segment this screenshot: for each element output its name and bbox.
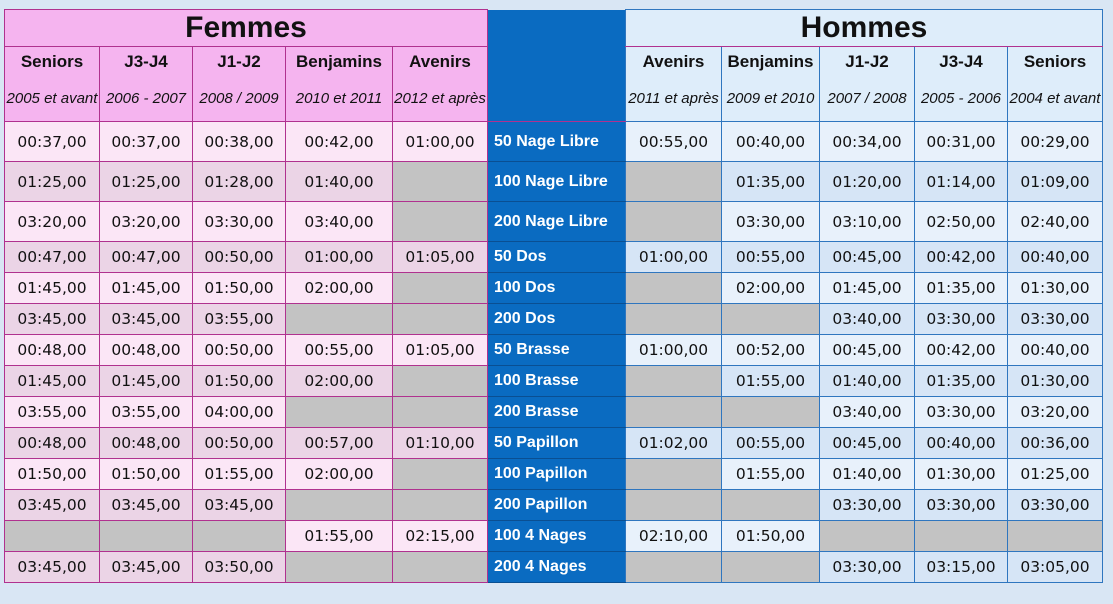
femmes-empty-cell: [393, 273, 488, 304]
hommes-time-cell: 00:29,00: [1008, 122, 1103, 162]
hommes-time-cell: 02:40,00: [1008, 202, 1103, 242]
hommes-time-cell: 00:31,00: [915, 122, 1008, 162]
hommes-years-seniors: 2004 et avant: [1008, 77, 1103, 122]
femmes-time-cell: 01:55,00: [286, 521, 393, 552]
femmes-time-cell: 03:20,00: [100, 202, 193, 242]
hommes-category-j3-j4: J3-J4: [915, 47, 1008, 78]
femmes-empty-cell: [393, 397, 488, 428]
hommes-time-cell: 00:55,00: [626, 122, 722, 162]
hommes-time-cell: 01:02,00: [626, 428, 722, 459]
hommes-years-avenirs: 2011 et après: [626, 77, 722, 122]
hommes-empty-cell: [722, 397, 820, 428]
hommes-time-cell: 01:00,00: [626, 335, 722, 366]
table-row: [5, 490, 1103, 521]
femmes-time-cell: 03:45,00: [193, 490, 286, 521]
hommes-time-cell: 01:09,00: [1008, 162, 1103, 202]
hommes-time-cell: 01:30,00: [915, 459, 1008, 490]
femmes-empty-cell: [393, 552, 488, 583]
hommes-time-cell: 00:45,00: [820, 242, 915, 273]
femmes-years-j3-j4: 2006 - 2007: [100, 77, 193, 122]
femmes-time-cell: 01:05,00: [393, 242, 488, 273]
table-row: [5, 122, 1103, 162]
femmes-time-cell: 03:40,00: [286, 202, 393, 242]
hommes-time-cell: 00:55,00: [722, 242, 820, 273]
hommes-time-cell: 03:40,00: [820, 304, 915, 335]
event-label: 100 Nage Libre: [488, 162, 626, 202]
femmes-time-cell: 01:05,00: [393, 335, 488, 366]
hommes-empty-cell: [626, 304, 722, 335]
femmes-category-benjamins: Benjamins: [286, 47, 393, 78]
hommes-time-cell: 03:10,00: [820, 202, 915, 242]
femmes-time-cell: 01:25,00: [100, 162, 193, 202]
femmes-time-cell: 01:00,00: [286, 242, 393, 273]
femmes-time-cell: 01:45,00: [5, 366, 100, 397]
femmes-time-cell: 03:45,00: [5, 552, 100, 583]
hommes-time-cell: 00:42,00: [915, 335, 1008, 366]
hommes-time-cell: 03:30,00: [915, 490, 1008, 521]
qualifying-times-table: [4, 9, 1103, 583]
hommes-time-cell: 01:45,00: [820, 273, 915, 304]
femmes-time-cell: 03:20,00: [5, 202, 100, 242]
event-label: 200 Papillon: [488, 490, 626, 521]
hommes-time-cell: 02:00,00: [722, 273, 820, 304]
hommes-time-cell: 03:30,00: [820, 490, 915, 521]
event-label: 100 4 Nages: [488, 521, 626, 552]
hommes-time-cell: 00:40,00: [915, 428, 1008, 459]
hommes-years-benjamins: 2009 et 2010: [722, 77, 820, 122]
hommes-time-cell: 03:30,00: [915, 397, 1008, 428]
femmes-time-cell: 02:00,00: [286, 366, 393, 397]
hommes-time-cell: 00:55,00: [722, 428, 820, 459]
femmes-empty-cell: [393, 304, 488, 335]
hommes-time-cell: 01:55,00: [722, 366, 820, 397]
hommes-category-seniors: Seniors: [1008, 47, 1103, 78]
femmes-time-cell: 00:48,00: [100, 335, 193, 366]
femmes-time-cell: 01:50,00: [5, 459, 100, 490]
event-label: 100 Brasse: [488, 366, 626, 397]
hommes-time-cell: 00:34,00: [820, 122, 915, 162]
femmes-years-seniors: 2005 et avant: [5, 77, 100, 122]
femmes-time-cell: 00:38,00: [193, 122, 286, 162]
hommes-time-cell: 01:40,00: [820, 366, 915, 397]
femmes-time-cell: 01:45,00: [100, 273, 193, 304]
hommes-time-cell: 01:20,00: [820, 162, 915, 202]
hommes-empty-cell: [915, 521, 1008, 552]
hommes-time-cell: 01:30,00: [1008, 366, 1103, 397]
hommes-category-benjamins: Benjamins: [722, 47, 820, 78]
femmes-time-cell: 01:00,00: [393, 122, 488, 162]
hommes-time-cell: 03:30,00: [820, 552, 915, 583]
femmes-time-cell: 02:00,00: [286, 273, 393, 304]
femmes-time-cell: 01:45,00: [100, 366, 193, 397]
femmes-years-avenirs: 2012 et après: [393, 77, 488, 122]
femmes-time-cell: 03:55,00: [193, 304, 286, 335]
femmes-time-cell: 01:45,00: [5, 273, 100, 304]
hommes-category-avenirs: Avenirs: [626, 47, 722, 78]
femmes-time-cell: 03:30,00: [193, 202, 286, 242]
femmes-time-cell: 03:55,00: [100, 397, 193, 428]
hommes-time-cell: 01:35,00: [915, 366, 1008, 397]
hommes-time-cell: 01:14,00: [915, 162, 1008, 202]
table-row: [5, 162, 1103, 202]
femmes-time-cell: 02:00,00: [286, 459, 393, 490]
femmes-time-cell: 00:47,00: [5, 242, 100, 273]
femmes-empty-cell: [286, 552, 393, 583]
hommes-empty-cell: [626, 490, 722, 521]
femmes-time-cell: 04:00,00: [193, 397, 286, 428]
hommes-time-cell: 01:00,00: [626, 242, 722, 273]
femmes-time-cell: 01:50,00: [100, 459, 193, 490]
femmes-category-avenirs: Avenirs: [393, 47, 488, 78]
hommes-time-cell: 01:35,00: [915, 273, 1008, 304]
event-label: 50 Nage Libre: [488, 122, 626, 162]
femmes-empty-cell: [286, 304, 393, 335]
hommes-empty-cell: [722, 304, 820, 335]
table-row: [5, 366, 1103, 397]
hommes-time-cell: 01:25,00: [1008, 459, 1103, 490]
femmes-empty-cell: [393, 202, 488, 242]
femmes-empty-cell: [286, 490, 393, 521]
femmes-category-j1-j2: J1-J2: [193, 47, 286, 78]
femmes-time-cell: 03:45,00: [100, 490, 193, 521]
femmes-empty-cell: [393, 366, 488, 397]
hommes-time-cell: 01:30,00: [1008, 273, 1103, 304]
hommes-time-cell: 03:05,00: [1008, 552, 1103, 583]
femmes-empty-cell: [393, 490, 488, 521]
femmes-time-cell: 00:48,00: [5, 335, 100, 366]
femmes-empty-cell: [393, 162, 488, 202]
hommes-time-cell: 00:42,00: [915, 242, 1008, 273]
femmes-time-cell: 00:42,00: [286, 122, 393, 162]
femmes-time-cell: 02:15,00: [393, 521, 488, 552]
femmes-empty-cell: [286, 397, 393, 428]
hommes-time-cell: 00:40,00: [1008, 335, 1103, 366]
femmes-time-cell: 00:50,00: [193, 335, 286, 366]
table-row: [5, 273, 1103, 304]
hommes-time-cell: 03:30,00: [1008, 490, 1103, 521]
femmes-time-cell: 00:47,00: [100, 242, 193, 273]
femmes-time-cell: 01:50,00: [193, 366, 286, 397]
event-label: 50 Dos: [488, 242, 626, 273]
table-row: [5, 521, 1103, 552]
hommes-empty-cell: [626, 397, 722, 428]
femmes-time-cell: 03:45,00: [5, 304, 100, 335]
table-row: [5, 202, 1103, 242]
femmes-empty-cell: [393, 459, 488, 490]
hommes-time-cell: 01:55,00: [722, 459, 820, 490]
hommes-time-cell: 00:40,00: [722, 122, 820, 162]
hommes-years-j1-j2: 2007 / 2008: [820, 77, 915, 122]
hommes-time-cell: 00:52,00: [722, 335, 820, 366]
femmes-time-cell: 03:50,00: [193, 552, 286, 583]
femmes-time-cell: 01:55,00: [193, 459, 286, 490]
femmes-time-cell: 01:28,00: [193, 162, 286, 202]
femmes-time-cell: 00:37,00: [5, 122, 100, 162]
femmes-time-cell: 01:50,00: [193, 273, 286, 304]
hommes-empty-cell: [626, 162, 722, 202]
femmes-empty-cell: [5, 521, 100, 552]
femmes-time-cell: 00:57,00: [286, 428, 393, 459]
hommes-time-cell: 00:40,00: [1008, 242, 1103, 273]
hommes-time-cell: 01:50,00: [722, 521, 820, 552]
hommes-empty-cell: [626, 273, 722, 304]
table-row: [5, 304, 1103, 335]
femmes-time-cell: 03:45,00: [5, 490, 100, 521]
femmes-years-j1-j2: 2008 / 2009: [193, 77, 286, 122]
times-table-container: [4, 9, 1103, 583]
hommes-time-cell: 01:35,00: [722, 162, 820, 202]
femmes-time-cell: 03:45,00: [100, 304, 193, 335]
hommes-time-cell: 03:40,00: [820, 397, 915, 428]
femmes-time-cell: 00:50,00: [193, 428, 286, 459]
hommes-time-cell: 03:30,00: [915, 304, 1008, 335]
hommes-empty-cell: [1008, 521, 1103, 552]
hommes-empty-cell: [626, 459, 722, 490]
table-row: [5, 428, 1103, 459]
event-column-header: [488, 10, 626, 122]
table-row: [5, 397, 1103, 428]
hommes-time-cell: 03:20,00: [1008, 397, 1103, 428]
femmes-time-cell: 00:55,00: [286, 335, 393, 366]
femmes-time-cell: 00:48,00: [5, 428, 100, 459]
table-row: [5, 242, 1103, 273]
hommes-title: Hommes: [626, 10, 1103, 47]
event-label: 200 Brasse: [488, 397, 626, 428]
femmes-time-cell: 00:50,00: [193, 242, 286, 273]
event-label: 50 Papillon: [488, 428, 626, 459]
hommes-years-j3-j4: 2005 - 2006: [915, 77, 1008, 122]
femmes-years-benjamins: 2010 et 2011: [286, 77, 393, 122]
hommes-time-cell: 00:45,00: [820, 335, 915, 366]
event-label: 200 4 Nages: [488, 552, 626, 583]
hommes-time-cell: 00:36,00: [1008, 428, 1103, 459]
hommes-empty-cell: [722, 552, 820, 583]
hommes-time-cell: 03:30,00: [1008, 304, 1103, 335]
femmes-title: Femmes: [5, 10, 488, 47]
hommes-empty-cell: [820, 521, 915, 552]
hommes-category-j1-j2: J1-J2: [820, 47, 915, 78]
event-label: 200 Dos: [488, 304, 626, 335]
table-row: [5, 459, 1103, 490]
femmes-time-cell: 01:10,00: [393, 428, 488, 459]
femmes-time-cell: 03:45,00: [100, 552, 193, 583]
hommes-empty-cell: [626, 552, 722, 583]
femmes-time-cell: 01:25,00: [5, 162, 100, 202]
femmes-category-seniors: Seniors: [5, 47, 100, 78]
hommes-time-cell: 01:40,00: [820, 459, 915, 490]
femmes-empty-cell: [100, 521, 193, 552]
event-label: 100 Dos: [488, 273, 626, 304]
femmes-category-j3-j4: J3-J4: [100, 47, 193, 78]
femmes-empty-cell: [193, 521, 286, 552]
hommes-empty-cell: [626, 202, 722, 242]
femmes-time-cell: 00:48,00: [100, 428, 193, 459]
hommes-time-cell: 03:15,00: [915, 552, 1008, 583]
table-row: [5, 335, 1103, 366]
hommes-time-cell: 00:45,00: [820, 428, 915, 459]
hommes-time-cell: 02:10,00: [626, 521, 722, 552]
section-title-row: [5, 10, 1103, 47]
event-label: 200 Nage Libre: [488, 202, 626, 242]
femmes-time-cell: 00:37,00: [100, 122, 193, 162]
hommes-time-cell: 03:30,00: [722, 202, 820, 242]
femmes-time-cell: 01:40,00: [286, 162, 393, 202]
event-label: 50 Brasse: [488, 335, 626, 366]
hommes-time-cell: 02:50,00: [915, 202, 1008, 242]
hommes-empty-cell: [626, 366, 722, 397]
table-row: [5, 552, 1103, 583]
hommes-empty-cell: [722, 490, 820, 521]
event-label: 100 Papillon: [488, 459, 626, 490]
femmes-time-cell: 03:55,00: [5, 397, 100, 428]
